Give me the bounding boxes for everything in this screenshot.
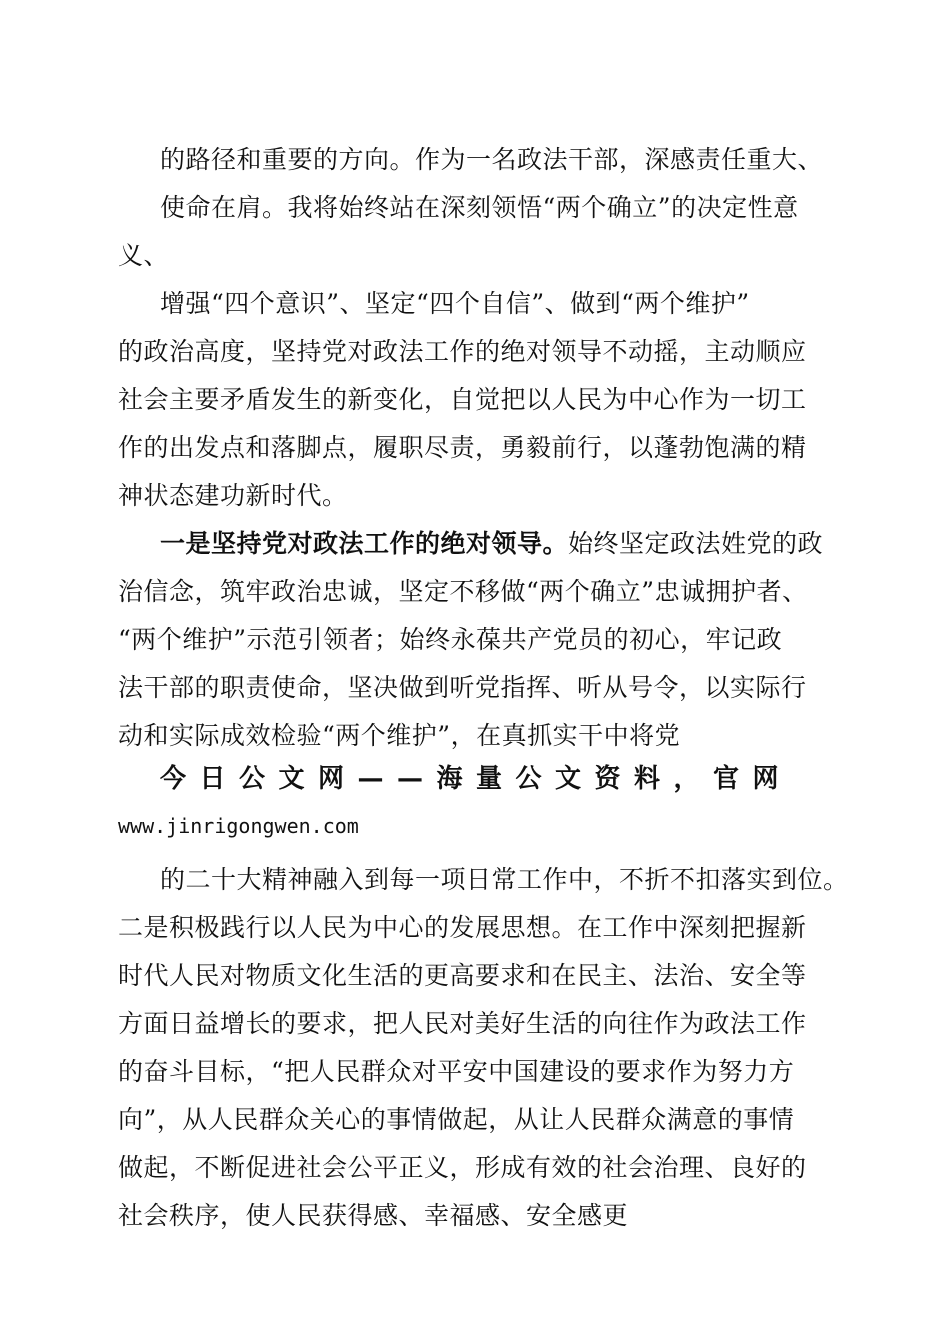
paragraph-line: 社会主要矛盾发生的新变化，自觉把以人民为中心作为一切工 <box>118 385 807 414</box>
site-banner: 今日公文网——海量公文资料，官网 <box>160 764 793 794</box>
paragraph-line: 增强“四个意识”、坚定“四个自信”、做到“两个维护” <box>160 289 750 318</box>
paragraph-line: 的路径和重要的方向。作为一名政法干部，深感责任重大、 <box>160 145 824 174</box>
paragraph-line: 二是积极践行以人民为中心的发展思想。在工作中深刻把握新 <box>118 913 807 942</box>
section1-first-line <box>160 529 833 559</box>
paragraph-line: 时代人民对物质文化生活的更高要求和在民主、法治、安全等 <box>118 961 807 990</box>
paragraph-line: 社会秩序，使人民获得感、幸福感、安全感更 <box>118 1201 629 1230</box>
paragraph-line: 作的出发点和落脚点，履职尽责，勇毅前行，以蓬勃饱满的精 <box>118 433 807 462</box>
section1-heading-continuation: 始终坚定政法姓党的政 <box>568 529 824 558</box>
paragraph-line: 的政治高度，坚持党对政法工作的绝对领导不动摇，主动顺应 <box>118 337 807 366</box>
paragraph-line: 动和实际成效检验“两个维护”，在真抓实干中将党 <box>118 721 681 750</box>
paragraph-line: 的二十大精神融入到每一项日常工作中，不折不扣落实到位。 <box>160 865 849 894</box>
paragraph-line: “两个维护”示范引领者；始终永葆共产党员的初心，牢记政 <box>118 625 783 654</box>
paragraph-line: 向”，从人民群众关心的事情做起，从让人民群众满意的事情 <box>118 1105 795 1134</box>
paragraph-line: 方面日益增长的要求，把人民对美好生活的向往作为政法工作 <box>118 1009 807 1038</box>
paragraph-line: 义、 <box>118 241 170 270</box>
paragraph-line: 做起，不断促进社会公平正义，形成有效的社会治理、良好的 <box>118 1153 807 1182</box>
paragraph-line: 治信念，筑牢政治忠诚，坚定不移做“两个确立”忠诚拥护者、 <box>118 577 808 606</box>
paragraph-line: 的奋斗目标，“把人民群众对平安中国建设的要求作为努力方 <box>118 1057 795 1086</box>
paragraph-line: 神状态建功新时代。 <box>118 481 348 510</box>
site-url: www.jinrigongwen.com <box>118 814 359 838</box>
paragraph-line: 法干部的职责使命，坚决做到听党指挥、听从号令，以实际行 <box>118 673 807 702</box>
section1-heading: 一是坚持党对政法工作的绝对领导。 <box>160 529 569 558</box>
paragraph-line: 使命在肩。我将始终站在深刻领悟“两个确立”的决定性意 <box>160 193 799 222</box>
